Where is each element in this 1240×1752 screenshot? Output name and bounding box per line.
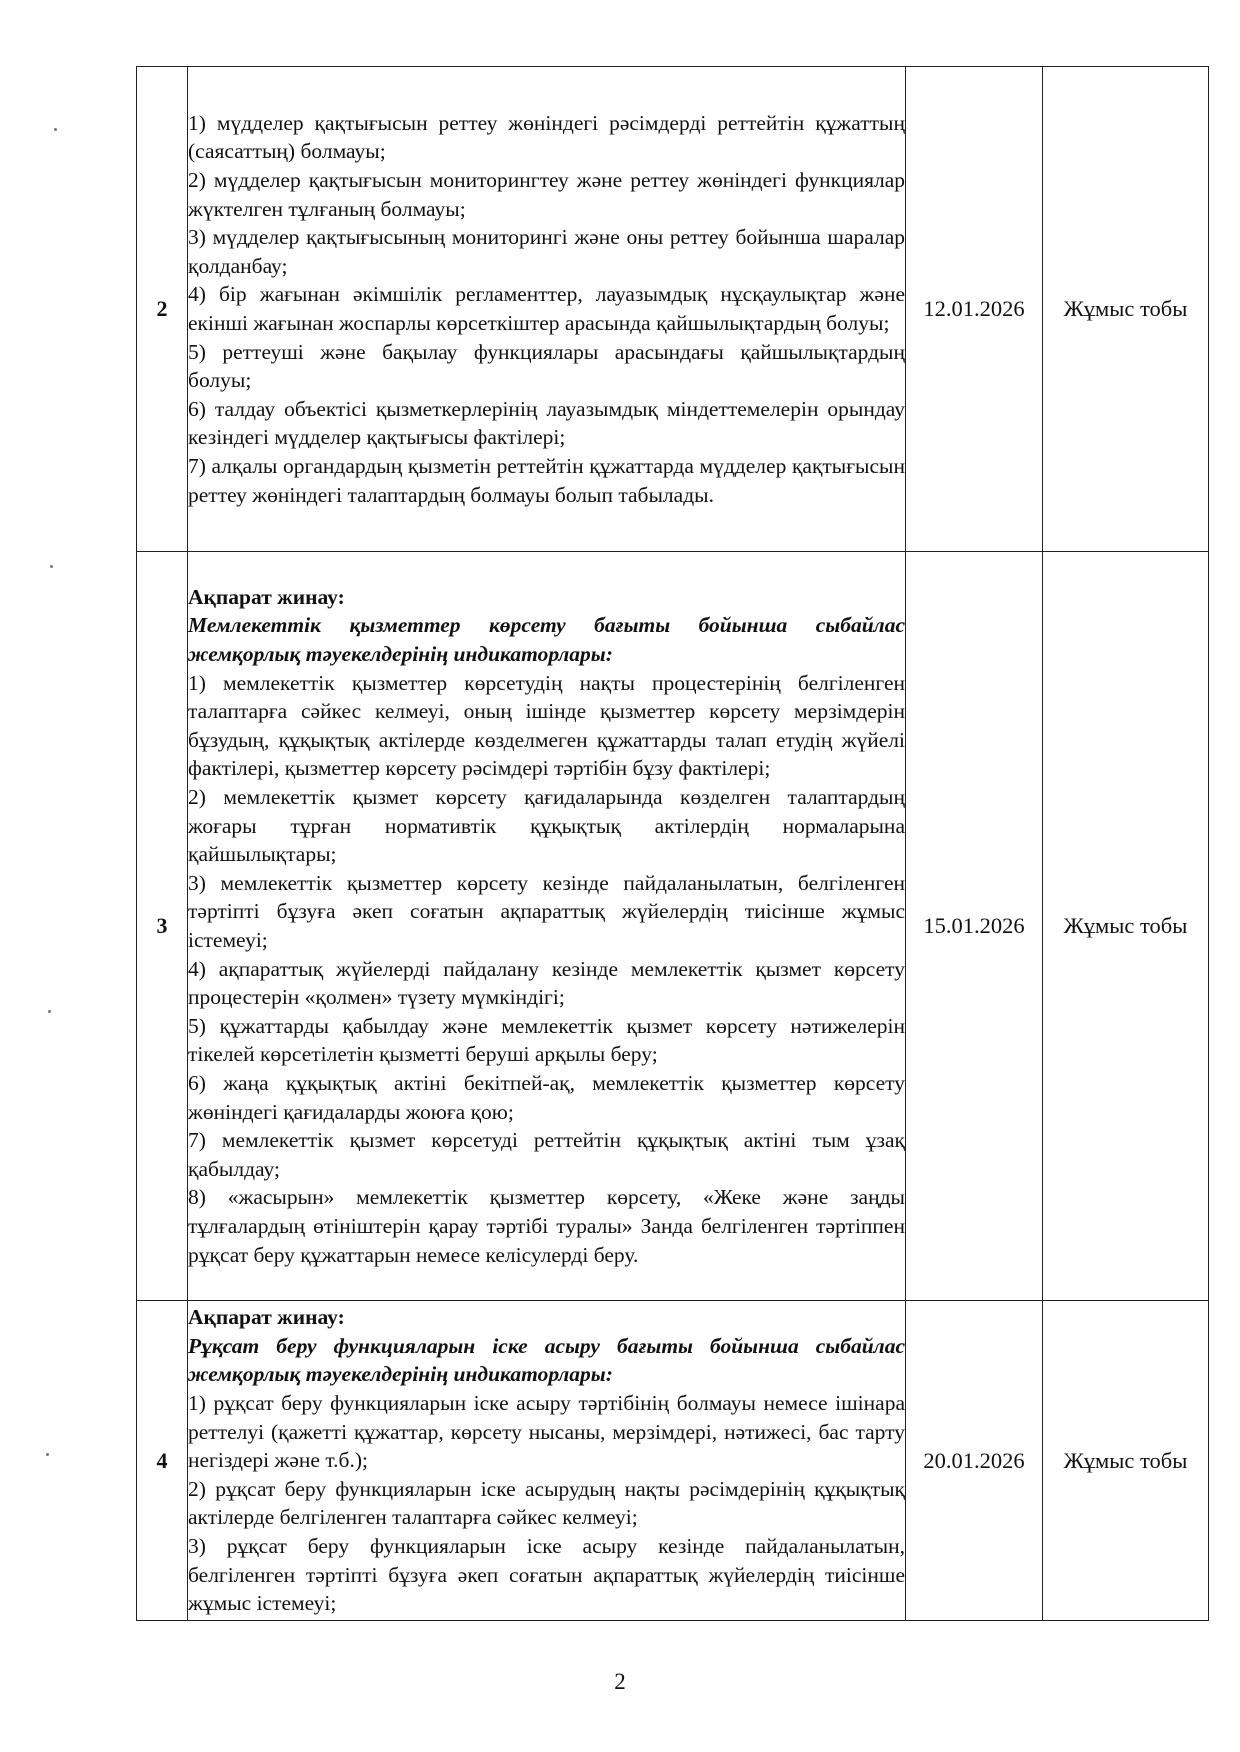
row-date: 15.01.2026 bbox=[906, 552, 1043, 1301]
row-content bbox=[188, 552, 906, 1301]
plan-table bbox=[136, 66, 1209, 1621]
list-item: 6) талдау объектісі қызметкерлерінің лауазымдық міндеттемелерін орындау кезіндегі мүдделер қақтығысы фактілері; bbox=[188, 396, 905, 450]
table-row bbox=[137, 1301, 1209, 1621]
list-item: 1) мемлекеттік қызметтер көрсетудің нақты процестерінің белгіленген талаптарға сәйкес келмеуі, оның ішінде қызметтер көрсету мерзімдерін бұзудың, құқықтық актілерде көзделмеген құжаттарды талап етудің жүйелі фактілері, қызметтер көрсету рәсімдері тәртібін бұзу фактілері; bbox=[188, 670, 905, 781]
row-number: 4 bbox=[137, 1301, 188, 1621]
section-heading: Ақпарат жинау: bbox=[188, 1305, 345, 1330]
list-item: 4) ақпараттық жүйелерді пайдалану кезінде мемлекеттік қызмет көрсету процестерін «қолмен» түзету мүмкіндігі; bbox=[188, 956, 905, 1010]
row-date: 20.01.2026 bbox=[906, 1301, 1043, 1621]
scan-speck bbox=[46, 1453, 49, 1456]
scan-speck bbox=[54, 128, 57, 131]
list-item: 1) мүдделер қақтығысын реттеу жөніндегі рәсімдерді реттейтін құжаттың (саясаттың) болмауы; bbox=[188, 110, 905, 164]
list-item: 3) мемлекеттік қызметтер көрсету кезінде пайдаланылатын, белгіленген тәртіпті бұзуға әкеп соғатын ақпараттық жүйелердің тиісінше жұмыс істемеуі; bbox=[188, 870, 905, 952]
table-row bbox=[137, 552, 1209, 1301]
list-item: 5) құжаттарды қабылдау және мемлекеттік қызмет көрсету нәтижелерін тікелей көрсетілетін қызметті беруші арқылы беру; bbox=[188, 1013, 905, 1067]
row-responsible: Жұмыс тобы bbox=[1043, 67, 1209, 552]
list-item: 2) рұқсат беру функцияларын іске асырудың нақты рәсімдерінің құқықтық актілерде белгіленген талаптарға сәйкес келмеуі; bbox=[188, 1476, 905, 1530]
row-date: 12.01.2026 bbox=[906, 67, 1043, 552]
list-item: 5) реттеуші және бақылау функциялары арасындағы қайшылықтардың болуы; bbox=[188, 339, 905, 393]
row-content bbox=[188, 1301, 906, 1621]
list-item: 7) алқалы органдардың қызметін реттейтін құжаттарда мүдделер қақтығысын реттеу жөніндегі талаптардың болмауы болып табылады. bbox=[188, 453, 905, 507]
row-content bbox=[188, 67, 906, 552]
list-item: 1) рұқсат беру функцияларын іске асыру тәртібінің болмауы немесе ішінара реттелуі (қажетті құжаттар, көрсету нысаны, мерзімдері, нәтижесі, бас тарту негіздері және т.б.); bbox=[188, 1391, 905, 1473]
list-item: 3) рұқсат беру функцияларын іске асыру кезінде пайдаланылатын, белгіленген тәртіпті бұзуға әкеп соғатын ақпараттық жүйелердің тиісінше жұмыс істемеуі; bbox=[188, 1533, 905, 1616]
list-item: 2) мемлекеттік қызмет көрсету қағидаларында көзделген талаптардың жоғары тұрған нормативтік құқықтық актілердің нормаларына қайшылықтары; bbox=[188, 785, 905, 867]
row-number: 3 bbox=[137, 552, 188, 1301]
section-heading: Ақпарат жинау: bbox=[188, 584, 345, 609]
list-item: 2) мүдделер қақтығысын мониторингтеу және реттеу жөніндегі функциялар жүктелген тұлғаның болмауы; bbox=[188, 168, 905, 221]
list-item: 4) бір жағынан әкімшілік регламенттер, лауазымдық нұсқаулықтар және екінші жағынан жоспарлы көрсеткіштер арасында қайшылықтардың болуы; bbox=[188, 282, 905, 335]
scan-speck bbox=[50, 565, 53, 568]
section-subheading: Рұқсат беру функцияларын іске асыру бағыты бойынша сыбайлас жемқорлық тәуекелдерінің индикаторлары: bbox=[188, 1333, 905, 1387]
row-responsible: Жұмыс тобы bbox=[1043, 552, 1209, 1301]
row-number: 2 bbox=[137, 67, 188, 552]
list-item: 7) мемлекеттік қызмет көрсетуді реттейтін құқықтық актіні тым ұзақ қабылдау; bbox=[188, 1128, 905, 1181]
page-number: 2 bbox=[614, 1669, 626, 1694]
scan-speck bbox=[48, 1010, 51, 1013]
section-subheading: Мемлекеттік қызметтер көрсету бағыты бойынша сыбайлас жемқорлық тәуекелдерінің индикаторлары: bbox=[188, 613, 905, 667]
list-item: 6) жаңа құқықтық актіні бекітпей-ақ, мемлекеттік қызметтер көрсету жөніндегі қағидаларды жоюға қою; bbox=[188, 1070, 905, 1124]
list-item: 8) «жасырын» мемлекеттік қызметтер көрсету, «Жеке және заңды тұлғалардың өтініштерін қарау тәртібі туралы» Занда белгіленген тәртіппен рұқсат беру құжаттарын немесе келісулерді беру. bbox=[188, 1185, 905, 1267]
table-row bbox=[137, 67, 1209, 552]
list-item: 3) мүдделер қақтығысының мониторингі және оны реттеу бойынша шаралар қолданбау; bbox=[188, 225, 905, 278]
row-responsible: Жұмыс тобы bbox=[1043, 1301, 1209, 1621]
